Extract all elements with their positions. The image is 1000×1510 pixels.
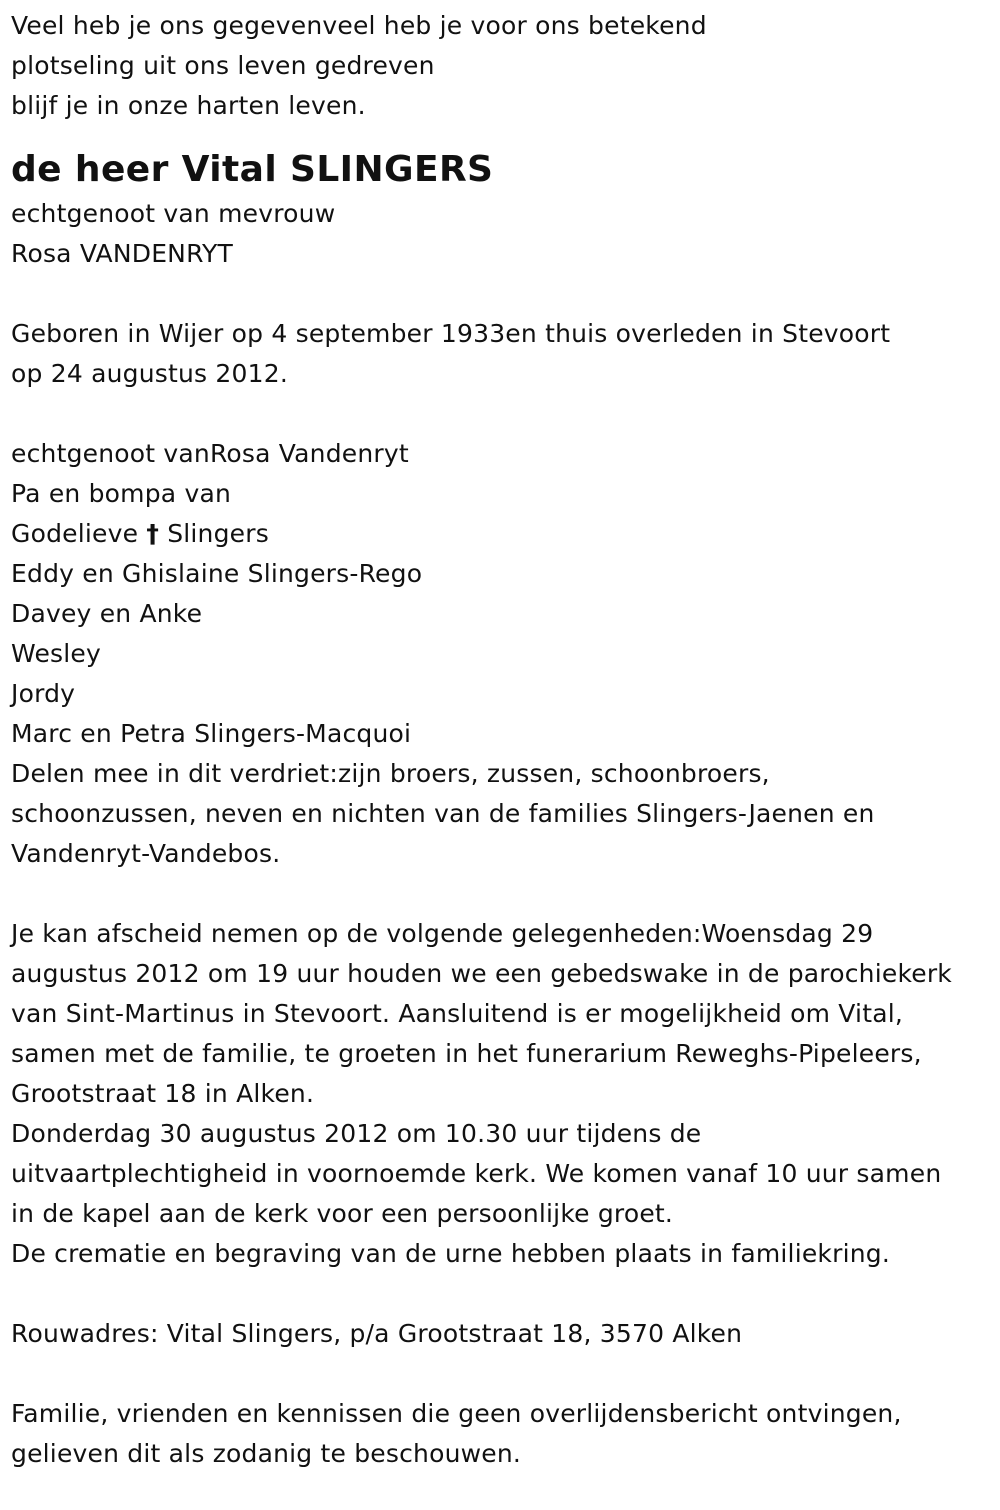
deceased-name: de heer Vital SLINGERS [11, 149, 494, 190]
spacer [11, 394, 1000, 434]
ceremony-line: samen met de familie, te groeten in het funerarium Reweghs-Pipeleers, [11, 1039, 922, 1068]
spouse-intro: echtgenoot van mevrouw [11, 199, 336, 228]
ceremony-line: van Sint-Martinus in Stevoort. Aansluitend is er mogelijkheid om Vital, [11, 999, 904, 1028]
family-member-first-name: Godelieve [11, 519, 139, 548]
family-member-deceased [11, 514, 1000, 554]
spacer [11, 874, 1000, 914]
ceremony-line: in de kapel aan de kerk voor een persoonlijke groet. [11, 1199, 674, 1228]
birth-death-info [11, 314, 1000, 394]
poem-line: Veel heb je ons gegevenveel heb je voor ons betekend [11, 11, 707, 40]
family-list [11, 434, 1000, 874]
family-member: Marc en Petra Slingers-Macquoi [11, 719, 412, 748]
closing-line: gelieven dit als zodanig te beschouwen. [11, 1439, 522, 1468]
family-parent-of: Pa en bompa van [11, 479, 232, 508]
spacer [11, 274, 1000, 314]
family-member: Wesley [11, 639, 101, 668]
poem-line: plotseling uit ons leven gedreven [11, 51, 435, 80]
spouse-name: Rosa VANDENRYT [11, 239, 234, 268]
ceremony-line: De crematie en begraving van de urne hebben plaats in familiekring. [11, 1239, 890, 1268]
mourning-address: Rouwadres: Vital Slingers, p/a Grootstraat 18, 3570 Alken [11, 1319, 743, 1348]
relatives-line: schoonzussen, neven en nichten van de families Slingers-Jaenen en [11, 799, 875, 828]
poem [11, 6, 1000, 126]
spacer [11, 1274, 1000, 1314]
ceremony-info [11, 914, 1000, 1274]
relatives-line: Delen mee in dit verdriet:zijn broers, zussen, schoonbroers, [11, 759, 770, 788]
ceremony-line: augustus 2012 om 19 uur houden we een gebedswake in de parochiekerk [11, 959, 952, 988]
ceremony-line: uitvaartplechtigheid in voornoemde kerk. We komen vanaf 10 uur samen [11, 1159, 942, 1188]
cross-icon: † [146, 519, 160, 548]
ceremony-line: Je kan afscheid nemen op de volgende gelegenheden:Woensdag 29 [11, 919, 874, 948]
birth-death-line: Geboren in Wijer op 4 september 1933en thuis overleden in Stevoort [11, 319, 891, 348]
ceremony-line: Donderdag 30 augustus 2012 om 10.30 uur tijdens de [11, 1119, 702, 1148]
closing-line: Familie, vrienden en kennissen die geen overlijdensbericht ontvingen, [11, 1399, 902, 1428]
spacer [11, 1354, 1000, 1394]
relatives-line: Vandenryt-Vandebos. [11, 839, 281, 868]
closing-note [11, 1394, 1000, 1474]
ceremony-line: Grootstraat 18 in Alken. [11, 1079, 315, 1108]
family-spouse: echtgenoot vanRosa Vandenryt [11, 439, 409, 468]
poem-line: blijf je in onze harten leven. [11, 91, 366, 120]
birth-death-line: op 24 augustus 2012. [11, 359, 288, 388]
family-member: Eddy en Ghislaine Slingers-Rego [11, 559, 423, 588]
family-member-last-name: Slingers [167, 519, 269, 548]
family-member: Davey en Anke [11, 599, 203, 628]
family-member: Jordy [11, 679, 76, 708]
